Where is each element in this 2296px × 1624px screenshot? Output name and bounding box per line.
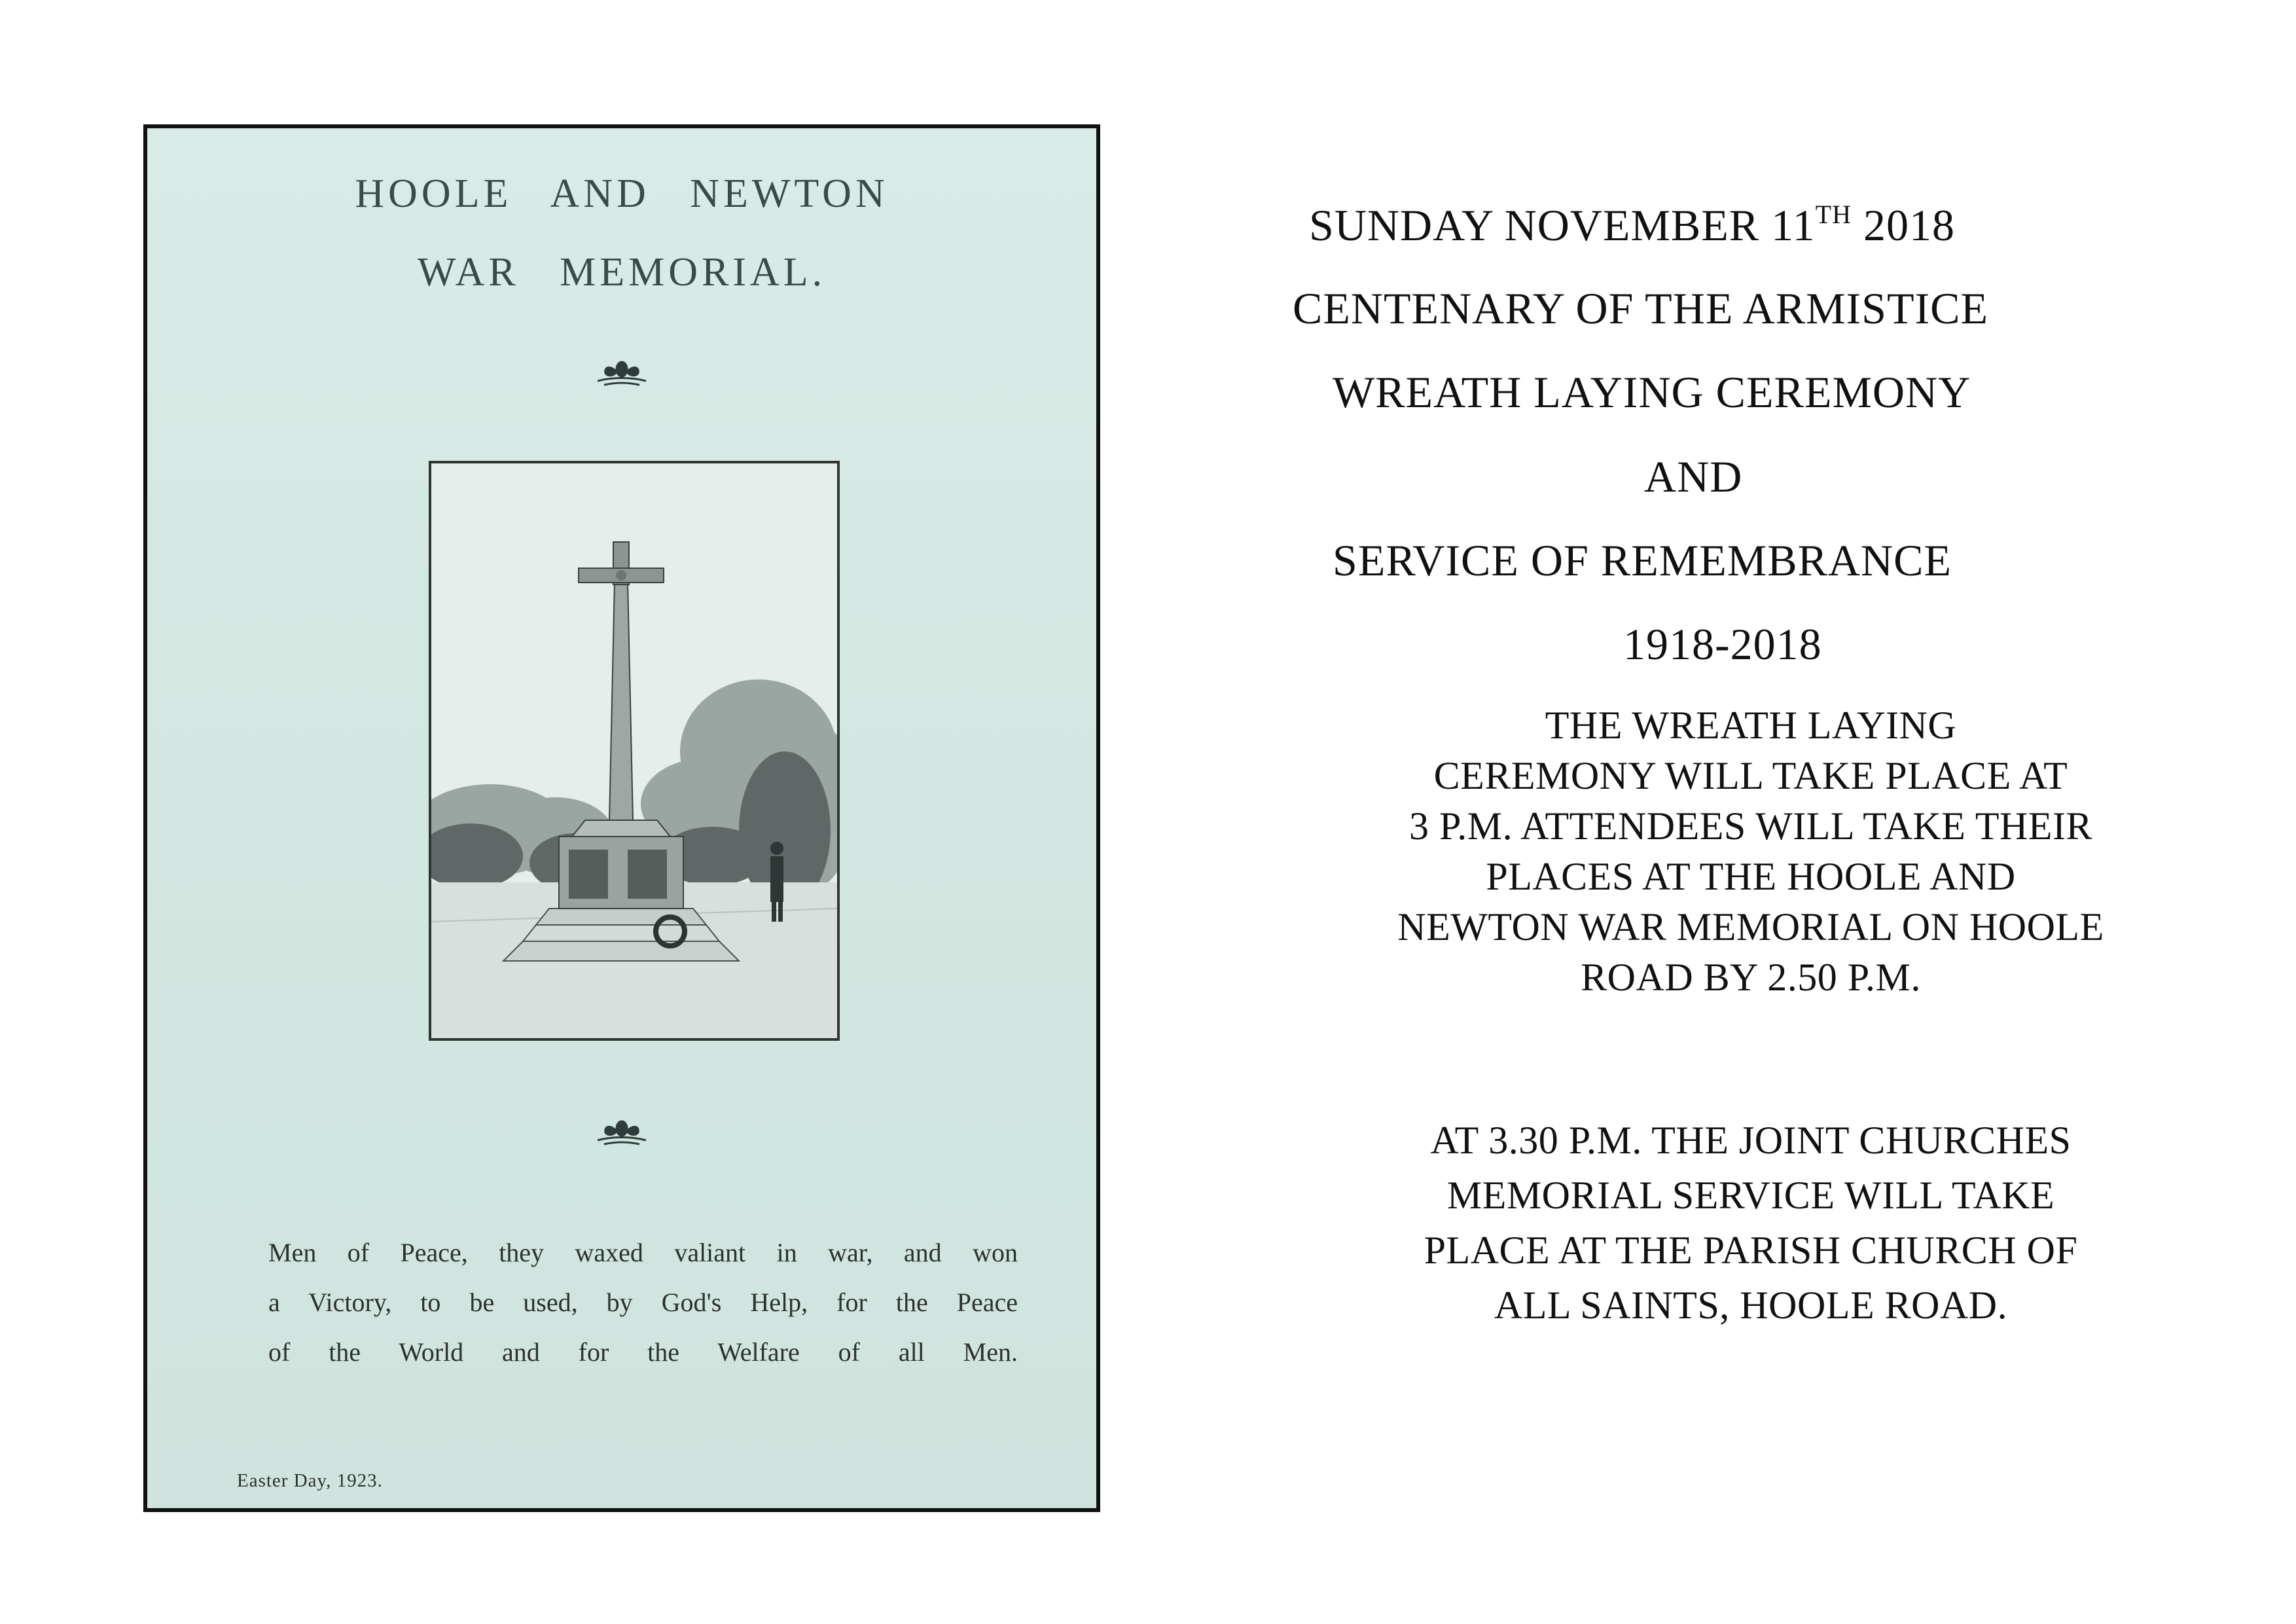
event-date [1309,200,1955,251]
memorial-photo [429,461,840,1041]
and-heading: AND [1644,452,1743,501]
lotus-ornament-icon [592,1117,651,1147]
programme-footer-date: Easter Day, 1923. [237,1470,383,1491]
programme-quote [268,1228,1018,1377]
paragraph-line: 3 P.M. ATTENDEES WILL TAKE THEIR [1409,804,2092,848]
paragraph-line: ALL SAINTS, HOOLE ROAD. [1494,1284,2008,1327]
quote-line: Men of Peace, they waxed valiant in war, and won [268,1238,1018,1267]
event-date-ordinal: TH [1815,200,1852,229]
quote-line: of the World and for the Welfare of all Men. [268,1337,1018,1367]
years-heading: 1918-2018 [1623,619,1822,669]
paragraph-line: CEREMONY WILL TAKE PLACE AT [1433,754,2068,797]
event-date-year: 2018 [1851,200,1955,250]
lotus-ornament-icon [592,357,651,388]
paragraph-line: ROAD BY 2.50 P.M. [1581,956,1921,999]
paragraph-line: PLACES AT THE HOOLE AND [1486,855,2016,898]
programme-title-line1: HOOLE AND NEWTON [355,171,889,216]
paragraph-line: NEWTON WAR MEMORIAL ON HOOLE [1397,905,2104,948]
programme-title-line2: WAR MEMORIAL. [417,250,827,295]
paragraph-line: THE WREATH LAYING [1545,704,1957,747]
event-date-prefix: SUNDAY NOVEMBER 11 [1309,200,1816,250]
paragraph-line: AT 3.30 P.M. THE JOINT CHURCHES [1430,1119,2072,1162]
memorial-cross-illustration [431,463,837,1038]
wreath-ceremony-heading: WREATH LAYING CEREMONY [1333,367,1971,417]
memorial-service-details [1309,1113,2193,1333]
centenary-heading: CENTENARY OF THE ARMISTICE [1293,283,1989,333]
paragraph-line: PLACE AT THE PARISH CHURCH OF [1424,1229,2078,1272]
quote-line: a Victory, to be used, by God's Help, for the Peace [268,1288,1018,1317]
paragraph-line: MEMORIAL SERVICE WILL TAKE [1446,1174,2055,1217]
wreath-laying-details [1309,700,2193,1003]
service-heading: SERVICE OF REMEMBRANCE [1333,535,1952,585]
programme-card [143,124,1100,1512]
